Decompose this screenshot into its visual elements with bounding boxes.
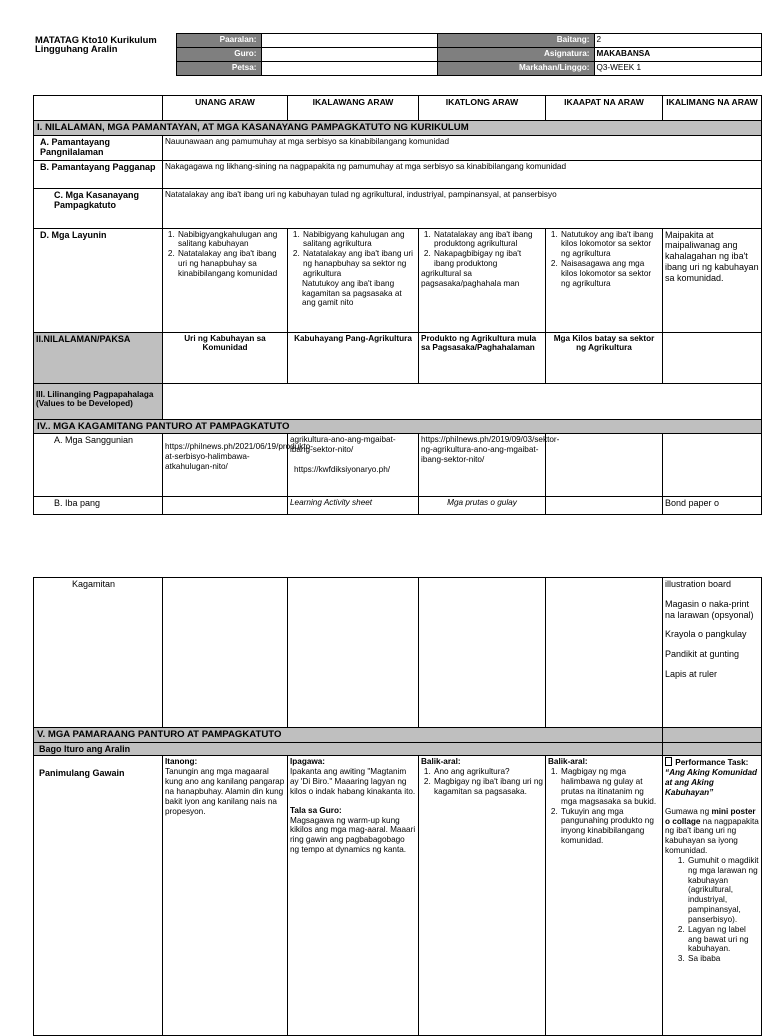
panimulang-gawain-label: Panimulang Gawain <box>34 756 163 1036</box>
layunin-day-2-item: 2. Natatalakay ang iba't ibang uri ng hanapbuhay sa sektor ng agrikultura <box>302 249 416 279</box>
kagamitan-day-4 <box>546 578 663 728</box>
layunin-day-3 <box>419 228 546 332</box>
panimula-day-1 <box>163 756 288 1036</box>
layunin-day-1 <box>163 228 288 332</box>
kagamitan-day-1 <box>163 497 288 515</box>
instruction-text: na nagpapakita ng iba't ibang uri ng kabuhayan sa iyong komunidad. <box>665 816 759 856</box>
paksa-day-1: Uri ng Kabuhayan sa Komunidad <box>163 332 288 383</box>
checkbox-icon <box>665 757 672 766</box>
paksa-day-2: Kabuhayang Pang-Agrikultura <box>288 332 419 383</box>
kagamitan-day-4 <box>546 497 663 515</box>
baitang-value[interactable]: 2 <box>594 34 761 48</box>
baitang-label: Baitang: <box>437 34 594 48</box>
sanggunian-day-5 <box>663 434 762 497</box>
panimula-day-1-heading: Itanong: <box>165 757 198 767</box>
pagpapahalaga-value <box>163 383 762 419</box>
layunin-day-2-item: 1. Nabibigyang kahulugan ang salitang agrikultura <box>302 230 416 250</box>
paksa-day-3: Produkto ng Agrikultura mula sa Pagsasaka/Paghahalaman <box>419 332 546 383</box>
performance-task-step: 2. Lagyan ng label ang bawat uri ng kabuhayan. <box>687 925 759 955</box>
performance-task-heading <box>665 757 759 797</box>
lesson-plan-table-page-1 <box>33 95 762 515</box>
lesson-plan-table-page-2 <box>33 577 762 1036</box>
layunin-day-3-item: 2. Nakapagbibigay ng iba't ibang produktong <box>433 249 543 269</box>
panimula-day-2 <box>288 756 419 1036</box>
guro-label: Guro: <box>176 48 261 62</box>
lesson-plan-title: MATATAG Kto10 Kurikulum Lingguhang Aralin <box>35 33 157 55</box>
sanggunian-day-3: https://philnews.ph/2019/09/03/sektor-ng-agrikultura-ano-ang-mgaibat-ibang-sektor-nito/ <box>419 434 546 497</box>
kagamitan-day-3 <box>419 578 546 728</box>
asignatura-value[interactable]: MAKABANSA <box>594 48 761 62</box>
panimula-day-4-item: 2. Tukuyin ang mga pangunahing produkto ng inyong kinabibilangang komunidad. <box>560 807 660 846</box>
header-table <box>33 33 762 76</box>
iba-pang-kagamitan-label-continued: Kagamitan <box>34 578 163 728</box>
layunin-day-3-continued: agrikultural sa pagsasaka/paghahala man <box>421 268 520 288</box>
pamantayang-pangnilalaman-label: A. Pamantayang Pangnilalaman <box>34 135 163 160</box>
pagpapahalaga-label: III. Lilinanging Pagpapahalaga (Values to be Developed) <box>34 383 163 419</box>
performance-task-step: 3. Sa ibaba <box>687 954 759 964</box>
paksa-day-5 <box>663 332 762 383</box>
iba-pang-kagamitan-label: B. Iba pang <box>34 497 163 515</box>
day-header-4: IKAAPAT NA ARAW <box>546 96 663 121</box>
panimula-day-3 <box>419 756 546 1036</box>
panimula-day-2-heading: Ipagawa: <box>290 757 326 767</box>
petsa-label: Petsa: <box>176 62 261 76</box>
layunin-day-4-item: 2. Naisasagawa ang mga kilos lokomotor sa sektor ng agrikultura <box>560 259 660 289</box>
layunin-day-5: Maipakita at maipaliwanag ang kahalagahan ng iba't ibang uri ng kabuhayan sa komunidad. <box>663 228 762 332</box>
day-header-2: IKALAWANG ARAW <box>288 96 419 121</box>
kagamitan-item: illustration board <box>665 579 732 589</box>
layunin-day-2 <box>288 228 419 332</box>
paksa-day-4: Mga Kilos batay sa sektor ng Agrikultura <box>546 332 663 383</box>
layunin-day-3-item: 1. Natatalakay ang iba't ibang produktong agrikultural <box>433 230 543 250</box>
performance-task-instruction <box>665 807 759 856</box>
sanggunian-day-1: https://philnews.ph/2021/06/19/produkto-at-serbisyo-halimbawa-atkahulugan-nito/ <box>163 434 288 497</box>
pamantayang-pagganap-label: B. Pamantayang Pagganap <box>34 160 163 188</box>
layunin-day-4-item: 1. Natutukoy ang iba't ibang kilos lokomotor sa sektor ng agrikultura <box>560 230 660 260</box>
guro-value[interactable] <box>261 48 437 62</box>
kagamitan-day-2: Learning Activity sheet <box>288 497 419 515</box>
layunin-day-4 <box>546 228 663 332</box>
paaralan-value[interactable] <box>261 34 437 48</box>
kasanayang-pampagkatuto-label: C. Mga Kasanayang Pampagkatuto <box>34 188 163 228</box>
asignatura-label: Asignatura: <box>437 48 594 62</box>
paaralan-label: Paaralan: <box>176 34 261 48</box>
layunin-day-1-item: 1. Nabibigyangkahulugan ang salitang kabuhayan <box>177 230 285 250</box>
layunin-day-1-item: 2. Natatalakay ang iba't ibang uri ng hanapbuhay sa kinabibilangang komunidad <box>177 249 285 279</box>
section-5-title-day-5 <box>663 728 762 743</box>
kagamitan-item: Pandikit at gunting <box>665 649 740 660</box>
panimula-day-3-item: 2. Magbigay ng iba't ibang uri ng kagamitan sa pagsasaka. <box>433 777 543 797</box>
corner-cell <box>34 96 163 121</box>
day-header-5: IKALIMANG NA ARAW <box>663 96 762 121</box>
sanggunian-label: A. Mga Sanggunian <box>34 434 163 497</box>
kagamitan-day-1 <box>163 578 288 728</box>
tala-sa-guro-heading: Tala sa Guro: <box>290 805 342 815</box>
panimula-day-3-heading: Balik-aral: <box>421 757 461 767</box>
kagamitan-item: Lapis at ruler <box>665 668 718 679</box>
performance-task-step: 1. Gumuhit o magdikit ng mga larawan ng kabuhayan (agrikultural, industriyal, pampinansyal, panserbisyo). <box>687 856 759 925</box>
kagamitan-item: Magasin o naka-print na larawan (opsyonal) <box>665 598 754 620</box>
day-header-1: UNANG ARAW <box>163 96 288 121</box>
pamantayang-pagganap-text: Nakagagawa ng likhang-sining na nagpapakita ng pamumuhay at mga serbisyo sa kinabibilangang komunidad <box>163 160 762 188</box>
pamantayang-pangnilalaman-text: Nauunawaan ang pamumuhay at mga serbisyo sa kinabibilangang komunidad <box>163 135 762 160</box>
panimula-day-1-text: Tanungin ang mga magaaral kung ano ang kanilang pangarap na hanapbuhay. Alamin din kung bakit iyon ang kanilang nais na propesyon. <box>165 767 285 816</box>
petsa-value[interactable] <box>261 62 437 76</box>
panimula-day-4-heading: Balik-aral: <box>548 757 588 767</box>
bago-ituro-day-5 <box>663 742 762 756</box>
kagamitan-day-2 <box>288 578 419 728</box>
tala-sa-guro-text: Magsagawa ng warm-up kung kikilos ang mga mag-aaral. Maaari ring gawin ang pagbabagobago ng tempo at dynamics ng kanta. <box>290 815 416 855</box>
markahan-label: Markahan/Linggo: <box>437 62 594 76</box>
section-5-title: V. MGA PAMARAANG PANTURO AT PAMPAGKATUTO <box>34 728 663 743</box>
kagamitan-item: Krayola o pangkulay <box>665 629 747 640</box>
instruction-bold: mini poster o collage <box>665 806 756 826</box>
day-header-3: IKATLONG ARAW <box>419 96 546 121</box>
section-4-title: IV.. MGA KAGAMITANG PANTURO AT PAMPAGKATUTO <box>34 419 762 434</box>
sanggunian-day-2-link: agrikultura-ano-ang-mgaibat-ibang-sektor-nito/ <box>290 435 396 454</box>
markahan-value[interactable]: Q3-WEEK 1 <box>594 62 761 76</box>
panimula-day-2-text: Ipakanta ang awiting "Magtanim ay 'Di Biro." Maaaring lagyan ng kilos o indak habang kinakanta ito. <box>290 767 416 796</box>
panimula-day-3-item: 1. Ano ang agrikultura? <box>433 767 543 777</box>
performance-task-label: Performance Task: <box>675 758 749 768</box>
mga-layunin-label: D. Mga Layunin <box>34 228 163 332</box>
panimula-day-4 <box>546 756 663 1036</box>
kagamitan-day-5: Bond paper o <box>663 497 762 515</box>
panimula-day-5 <box>663 756 762 1036</box>
panimula-day-4-item: 1. Magbigay ng mga halimbawa ng gulay at prutas na itinatanim ng mga magsasaka sa bukid. <box>560 767 660 806</box>
kagamitan-day-3: Mga prutas o gulay <box>419 497 546 515</box>
sanggunian-day-2-link: https://kwfdiksiyonaryo.ph/ <box>294 464 391 474</box>
instruction-text: Gumawa ng <box>665 806 710 816</box>
sanggunian-day-4 <box>546 434 663 497</box>
sanggunian-day-2 <box>288 434 419 497</box>
layunin-day-2-item: Natutukoy ang iba't ibang kagamitan sa pagsasaka at ang gamit nito <box>302 278 402 308</box>
section-1-title: I. NILALAMAN, MGA PAMANTAYAN, AT MGA KASANAYANG PAMPAGKATUTO NG KURIKULUM <box>34 121 762 136</box>
performance-task-title: “Ang Aking Komunidad at ang Aking Kabuhayan” <box>665 768 758 797</box>
kagamitan-day-5-list <box>663 578 762 728</box>
nilalaman-paksa-label: II.NILALAMAN/PAKSA <box>34 332 163 383</box>
kasanayang-pampagkatuto-text: Natatalakay ang iba't ibang uri ng kabuhayan tulad ng agrikultural, industriyal, pampinansyal, at panserbisyo <box>163 188 762 228</box>
bago-ituro-label: Bago Ituro ang Aralin <box>34 742 663 756</box>
